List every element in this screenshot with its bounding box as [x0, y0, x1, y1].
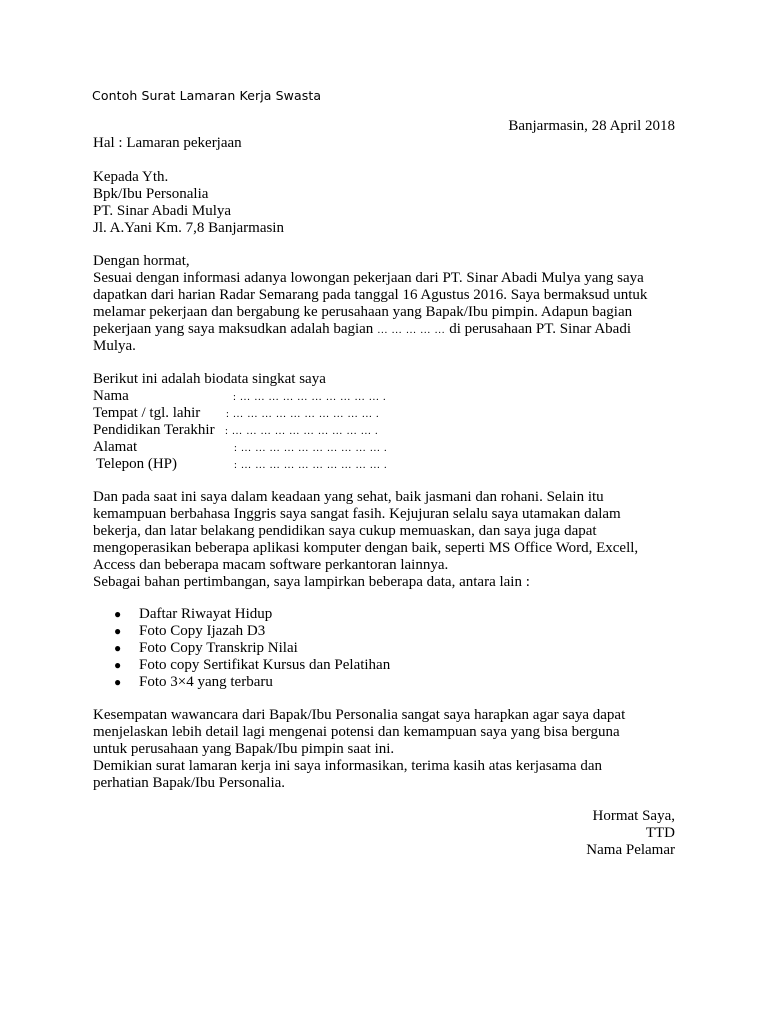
- paragraph-2-line: kemampuan berbahasa Inggris saya sangat fasih. Kejujuran selalu saya utamakan dalam: [93, 506, 621, 522]
- biodata-label-education: Pendidikan Terakhir: [93, 422, 215, 438]
- position-text-end: di perusahaan PT. Sinar Abadi: [449, 321, 631, 337]
- attachment-item: Foto Copy Transkrip Nilai: [139, 640, 298, 656]
- biodata-label-address: Alamat: [93, 439, 138, 455]
- closing-line: Kesempatan wawancara dari Bapak/Ibu Personalia sangat saya harapkan agar saya dapat: [93, 707, 626, 723]
- recipient-line-2: Bpk/Ibu Personalia: [93, 186, 209, 202]
- signature-mark: TTD: [645, 825, 675, 841]
- position-text: pekerjaan yang saya maksudkan adalah bagian: [93, 321, 374, 337]
- closing-line: perhatian Bapak/Ibu Personalia.: [93, 775, 286, 791]
- letter-subject: Hal : Lamaran pekerjaan: [93, 135, 242, 151]
- recipient-line-1: Kepada Yth.: [93, 169, 169, 185]
- attachment-item: Foto Copy Ijazah D3: [139, 623, 266, 639]
- paragraph-2-line: bekerja, dan latar belakang pendidikan saya cukup memuaskan, dan saya juga dapat: [93, 523, 597, 539]
- paragraph-1-line: Sesuai dengan informasi adanya lowongan pekerjaan dari PT. Sinar Abadi Mulya yang saya: [93, 270, 644, 286]
- biodata-value-address: : … … … … … … … … … … .: [234, 443, 388, 454]
- signature-name: Nama Pelamar: [586, 842, 675, 858]
- closing-line: menjelaskan lebih detail lagi mengenai potensi dan kemampuan saya yang bisa berguna: [93, 724, 620, 740]
- greeting: Dengan hormat,: [93, 253, 190, 269]
- position-blank: … … … … …: [377, 325, 446, 336]
- biodata-label-birth: Tempat / tgl. lahir: [93, 405, 201, 421]
- paragraph-2-line: mengoperasikan beberapa aplikasi komputer dengan baik, seperti MS Office Word, Excell,: [93, 540, 639, 556]
- attachment-item: Daftar Riwayat Hidup: [139, 606, 273, 622]
- paragraph-2-line: Access dan beberapa macam software perkantoran lainnya.: [93, 557, 449, 573]
- bullet-icon: ●: [114, 607, 122, 621]
- biodata-label-name: Nama: [93, 388, 129, 404]
- paragraph-1-line: Mulya.: [93, 338, 136, 354]
- attachment-item: Foto 3×4 yang terbaru: [139, 674, 273, 690]
- biodata-value-education: : … … … … … … … … … … .: [225, 426, 379, 437]
- paragraph-1-line: melamar pekerjaan dan bergabung ke perusahaan yang Bapak/Ibu pimpin. Adapun bagian: [93, 304, 633, 320]
- bullet-icon: ●: [114, 675, 122, 689]
- closing-line: Demikian surat lamaran kerja ini saya informasikan, terima kasih atas kerjasama dan: [93, 758, 602, 774]
- bullet-icon: ●: [114, 658, 122, 672]
- biodata-value-phone: : … … … … … … … … … … .: [234, 460, 388, 471]
- signature-salutation: Hormat Saya,: [592, 808, 675, 824]
- paragraph-1-line: dapatkan dari harian Radar Semarang pada tanggal 16 Agustus 2016. Saya bermaksud untuk: [93, 287, 648, 303]
- attachment-item: Foto copy Sertifikat Kursus dan Pelatihan: [139, 657, 391, 673]
- recipient-line-3: PT. Sinar Abadi Mulya: [93, 203, 232, 219]
- bullet-icon: ●: [114, 624, 122, 638]
- document-title: Contoh Surat Lamaran Kerja Swasta: [92, 88, 322, 103]
- paragraph-2-line: Dan pada saat ini saya dalam keadaan yang sehat, baik jasmani dan rohani. Selain itu: [93, 489, 604, 505]
- biodata-label-phone: Telepon (HP): [96, 456, 178, 472]
- letter-date: Banjarmasin, 28 April 2018: [508, 118, 675, 134]
- closing-line: untuk perusahaan yang Bapak/Ibu pimpin saat ini.: [93, 741, 395, 757]
- biodata-intro: Berikut ini adalah biodata singkat saya: [93, 371, 326, 387]
- paragraph-2-line: Sebagai bahan pertimbangan, saya lampirkan beberapa data, antara lain :: [93, 574, 530, 590]
- biodata-value-name: : … … … … … … … … … … .: [233, 392, 387, 403]
- paragraph-1-line: [93, 321, 631, 339]
- bullet-icon: ●: [114, 641, 122, 655]
- biodata-value-birth: : … … … … … … … … … … .: [226, 409, 380, 420]
- recipient-line-4: Jl. A.Yani Km. 7,8 Banjarmasin: [93, 220, 284, 236]
